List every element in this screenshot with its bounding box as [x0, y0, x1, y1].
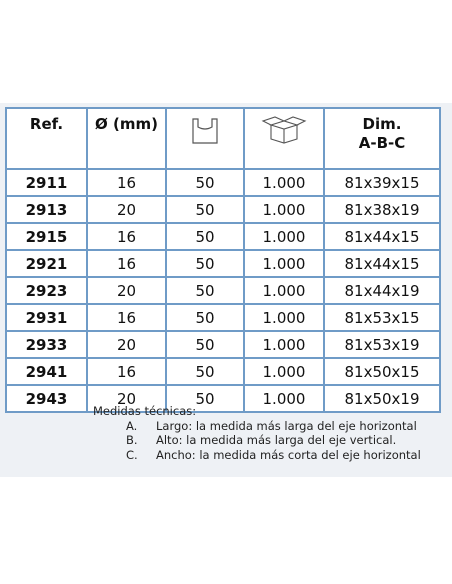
cell-box: 1.000	[244, 331, 324, 358]
cell-dim: 81x50x15	[324, 358, 440, 385]
bag-icon	[188, 115, 222, 145]
cell-ref: 2921	[6, 250, 87, 277]
cell-dim: 81x44x15	[324, 250, 440, 277]
cell-dim: 81x53x19	[324, 331, 440, 358]
notes-title: Medidas técnicas:	[93, 404, 197, 418]
note-text: Alto: la medida más larga del eje vertical.	[156, 433, 397, 447]
cell-ref: 2915	[6, 223, 87, 250]
cell-diameter: 16	[87, 169, 166, 196]
cell-ref: 2933	[6, 331, 87, 358]
table-row	[6, 223, 440, 250]
header-dim-line1: Dim.	[362, 115, 402, 133]
header-box	[244, 108, 324, 169]
table-row	[6, 169, 440, 196]
cell-box: 1.000	[244, 250, 324, 277]
cell-diameter: 20	[87, 331, 166, 358]
cell-box: 1.000	[244, 385, 324, 412]
cell-bag: 50	[166, 277, 244, 304]
note-text: Ancho: la medida más corta del eje horizontal	[156, 447, 421, 462]
cell-bag: 50	[166, 169, 244, 196]
cell-diameter: 16	[87, 358, 166, 385]
cell-bag: 50	[166, 196, 244, 223]
header-diameter: Ø (mm)	[87, 108, 166, 169]
header-ref: Ref.	[6, 108, 87, 169]
cell-box: 1.000	[244, 196, 324, 223]
cell-diameter: 16	[87, 223, 166, 250]
cell-box: 1.000	[244, 277, 324, 304]
note-text: Largo: la medida más larga del eje horizontal	[156, 418, 417, 433]
cell-diameter: 16	[87, 304, 166, 331]
table-header-row	[6, 108, 440, 169]
note-letter: B.	[126, 433, 138, 447]
cell-bag: 50	[166, 250, 244, 277]
technical-notes	[93, 404, 421, 462]
table-row	[6, 250, 440, 277]
cell-box: 1.000	[244, 169, 324, 196]
note-letter: A.	[126, 418, 138, 433]
cell-dim: 81x39x15	[324, 169, 440, 196]
cell-bag: 50	[166, 304, 244, 331]
cell-diameter: 20	[87, 385, 166, 412]
table-row	[6, 196, 440, 223]
cell-ref: 2943	[6, 385, 87, 412]
cell-diameter: 20	[87, 277, 166, 304]
header-bag	[166, 108, 244, 169]
cell-ref: 2913	[6, 196, 87, 223]
cell-box: 1.000	[244, 358, 324, 385]
cell-ref: 2941	[6, 358, 87, 385]
cell-dim: 81x50x19	[324, 385, 440, 412]
header-dimensions	[324, 108, 440, 169]
cell-bag: 50	[166, 331, 244, 358]
cell-box: 1.000	[244, 304, 324, 331]
note-item	[93, 419, 421, 434]
cell-dim: 81x44x19	[324, 277, 440, 304]
note-item	[93, 433, 421, 448]
table-row	[6, 358, 440, 385]
cell-ref: 2923	[6, 277, 87, 304]
spec-table	[5, 107, 441, 413]
box-icon	[259, 115, 309, 145]
note-item	[93, 448, 421, 463]
table-row	[6, 277, 440, 304]
table-row	[6, 331, 440, 358]
cell-dim: 81x44x15	[324, 223, 440, 250]
cell-diameter: 20	[87, 196, 166, 223]
cell-box: 1.000	[244, 223, 324, 250]
cell-dim: 81x53x15	[324, 304, 440, 331]
cell-bag: 50	[166, 223, 244, 250]
cell-ref: 2931	[6, 304, 87, 331]
table-row	[6, 304, 440, 331]
header-dim-line2: A-B-C	[358, 134, 406, 152]
cell-bag: 50	[166, 385, 244, 412]
cell-dim: 81x38x19	[324, 196, 440, 223]
cell-bag: 50	[166, 358, 244, 385]
note-letter: C.	[126, 447, 138, 462]
cell-diameter: 16	[87, 250, 166, 277]
cell-ref: 2911	[6, 169, 87, 196]
